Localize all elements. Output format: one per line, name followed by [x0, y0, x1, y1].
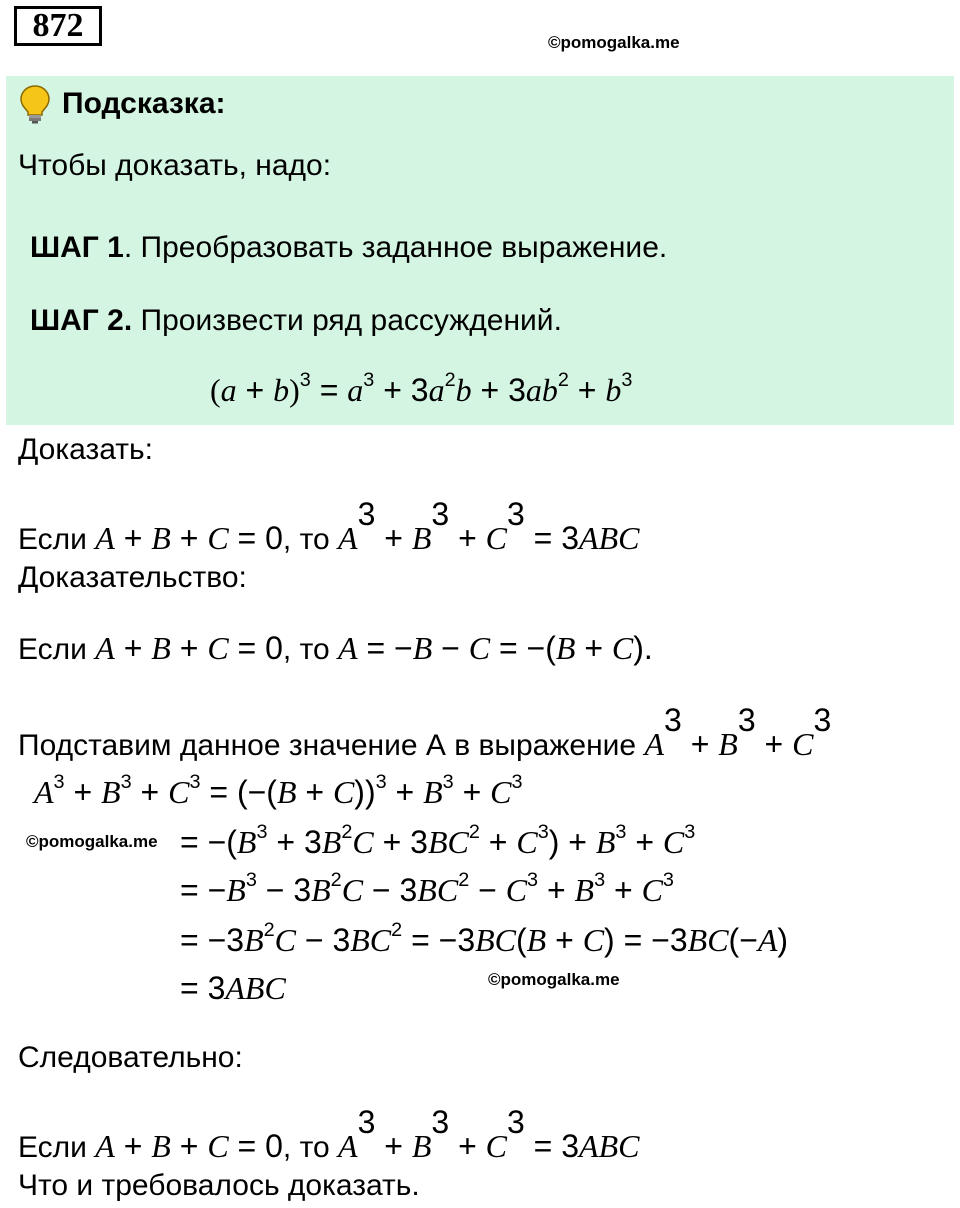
step-1-text: . Преобразовать заданное выражение. — [123, 231, 668, 264]
therefore-heading: Следовательно: — [18, 1041, 243, 1074]
derivation-line-3: = $-B^3 - 3B^2C - 3BC^2 - C^3 + B^3 + C^3$ — [180, 869, 674, 908]
hint-intro: Чтобы доказать, надо: — [18, 149, 332, 182]
watermark: ©pomogalka.me — [26, 832, 158, 851]
proof-line-1: Если A + B + C = 0, то A = −B − C = −(B + C). — [18, 630, 653, 666]
derivation-line-2: = $-(B^3 + 3B^2C + 3BC^2 + C^3) + B^3 + C^3$ — [180, 821, 696, 860]
hint-formula: $(a + b)^3 = a^3 + 3a^2b + 3ab^2 + b^3$ — [210, 369, 633, 408]
watermark: ©pomogalka.me — [548, 33, 680, 52]
step-2-label: ШАГ 2. — [30, 304, 133, 337]
hint-title: Подсказка: — [62, 87, 226, 120]
step-2-text: Произвести ряд рассуждений. — [132, 304, 562, 337]
hint-step-2 — [30, 303, 562, 339]
problem-number: 872 — [14, 6, 102, 46]
derivation-line-5: = 3ABC — [180, 970, 286, 1006]
substitute-line: Подставим данное значение А в выражение $A^3 + B^3 + C^3$ — [18, 702, 832, 762]
qed-line: Что и требовалось доказать. — [18, 1169, 420, 1202]
watermark: ©pomogalka.me — [488, 970, 620, 989]
proof-heading: Доказательство: — [18, 561, 247, 594]
lightbulb-icon — [18, 84, 52, 124]
derivation-line-4: = $-3B^2C - 3BC^2 = -3BC(B + C) = -3BC(-A)$ — [180, 919, 789, 958]
conclusion-line: Если A + B + C = 0, то $A^3 + B^3 + C^3 = 3ABC$ — [18, 1104, 640, 1164]
step-1-label: ШАГ 1 — [30, 231, 124, 264]
hint-step-1 — [30, 230, 667, 266]
prove-heading: Доказать: — [18, 433, 153, 466]
derivation-line-1: $A^3 + B^3 + C^3 = (-(B + C))^3 + B^3 + C^3$ — [34, 771, 523, 810]
statement-line: Если A + B + C = 0, то $A^3 + B^3 + C^3 = 3ABC$ — [18, 496, 640, 556]
